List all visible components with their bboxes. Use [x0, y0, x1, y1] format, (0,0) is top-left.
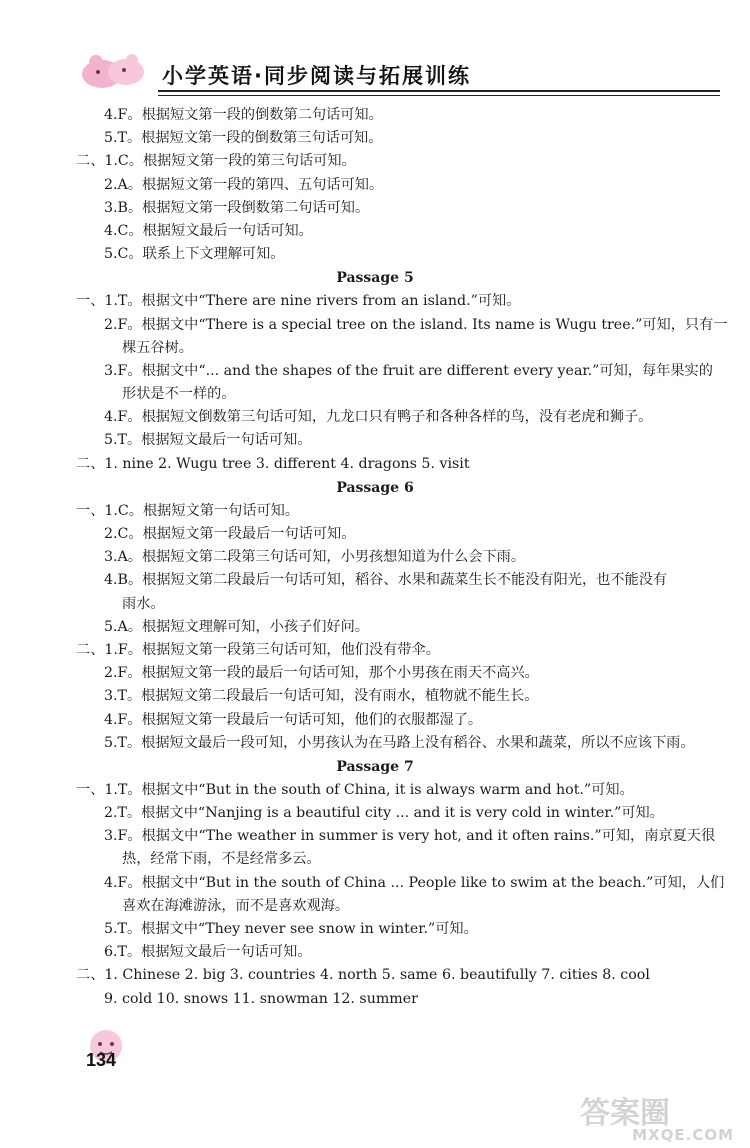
- answer-line: 二、1.F。根据短文第一段第三句话可知，他们没有带伞。: [76, 641, 440, 658]
- answer-line: 二、1. Chinese 2. big 3. countries 4. north 5. same 6. beautifully 7. cities 8. cool: [76, 967, 650, 984]
- answer-line: 3.F。根据文中“... and the shapes of the fruit are different every year.”可知，每年果实的: [104, 362, 713, 379]
- answer-line: 2.C。根据短文第一段最后一句话可知。: [104, 526, 356, 542]
- answer-line: 4.F。根据文中“But in the south of China ... People like to swim at the beach.”可知，人们: [104, 874, 725, 891]
- header-divider-thick: [158, 90, 720, 92]
- answer-line: 4.F。根据短文第一段的倒数第二句话可知。: [104, 107, 383, 123]
- passage-heading: Passage 6: [336, 479, 414, 496]
- answer-line: 5.T。根据短文第一段的倒数第三句话可知。: [104, 130, 383, 147]
- cartoon-logo-icon: [80, 48, 150, 92]
- answer-line: 5.A。根据短文理解可知，小孩子们好问。: [104, 618, 369, 635]
- answer-line: 一、1.C。根据短文第一句话可知。: [76, 502, 300, 519]
- answer-key-body: [0, 104, 750, 1011]
- answer-line: 5.C。联系上下文理解可知。: [104, 246, 285, 263]
- answer-line: 二、1.C。根据短文第一段的第三句话可知。: [76, 153, 356, 170]
- answer-line: 4.B。根据短文第二段最后一句话可知，稻谷、水果和蔬菜生长不能没有阳光，也不能没有: [104, 572, 668, 589]
- answer-line: 9. cold 10. snows 11. snowman 12. summer: [104, 990, 418, 1007]
- answer-line: 二、1. nine 2. Wugu tree 3. different 4. dragons 5. visit: [76, 455, 470, 472]
- passage-heading: Passage 5: [336, 270, 414, 287]
- answer-line: 2.T。根据文中“Nanjing is a beautiful city ... and it is very cold in winter.”可知。: [104, 805, 664, 822]
- answer-line: 4.F。根据短文第一段最后一句话可知，他们的衣服都湿了。: [104, 711, 483, 728]
- watermark-logo: 答案圈: [580, 1096, 670, 1131]
- answer-line: 5.T。根据短文最后一段可知，小男孩认为在马路上没有稻谷、水果和蔬菜，所以不应该下雨。: [104, 734, 695, 751]
- answer-line: 5.T。根据文中“They never see snow in winter.”可知。: [104, 921, 478, 937]
- answer-line: 形状是不一样的。: [122, 386, 236, 403]
- answer-line: 5.T。根据短文最后一句话可知。: [104, 432, 312, 449]
- answer-line: 喜欢在海滩游泳，而不是喜欢观海。: [122, 897, 350, 914]
- answer-line: 棵五谷树。: [122, 339, 193, 356]
- answer-line: 3.A。根据短文第二段第三句话可知，小男孩想知道为什么会下雨。: [104, 549, 526, 566]
- answer-line: 4.F。根据短文倒数第三句话可知，九龙口只有鸭子和各种各样的鸟，没有老虎和狮子。: [104, 409, 653, 426]
- page-number: 134: [86, 1050, 117, 1070]
- header-divider-thin: [158, 95, 720, 96]
- watermark-url: MXQE.COM: [632, 1126, 734, 1144]
- answer-line: 热，经常下雨，不是经常多云。: [122, 851, 321, 868]
- answer-line: 一、1.T。根据文中“But in the south of China, it is always warm and hot.”可知。: [76, 781, 634, 798]
- answer-line: 雨水。: [122, 595, 165, 612]
- answer-line: 2.F。根据文中“There is a special tree on the island. Its name is Wugu tree.”可知，只有一: [104, 316, 728, 333]
- answer-line: 6.T。根据短文最后一句话可知。: [104, 944, 312, 961]
- passage-heading: Passage 7: [336, 758, 414, 775]
- answer-line: 一、1.T。根据文中“There are nine rivers from an island.”可知。: [76, 293, 521, 310]
- answer-line: 4.C。根据短文最后一句话可知。: [104, 222, 313, 239]
- watermark: [580, 1088, 740, 1148]
- page-header: [80, 48, 720, 98]
- answer-line: 2.F。根据短文第一段的最后一句话可知，那个小男孩在雨天不高兴。: [104, 665, 539, 682]
- book-title: 小学英语·同步阅读与拓展训练: [162, 64, 471, 88]
- answer-line: 2.A。根据短文第一段的第四、五句话可知。: [104, 176, 384, 193]
- answer-line: 3.B。根据短文第一段倒数第二句话可知。: [104, 199, 370, 216]
- answer-line: 3.F。根据文中“The weather in summer is very hot, and it often rains.”可知，南京夏天很: [104, 828, 716, 845]
- answer-line: 3.T。根据短文第二段最后一句话可知，没有雨水，植物就不能生长。: [104, 688, 539, 705]
